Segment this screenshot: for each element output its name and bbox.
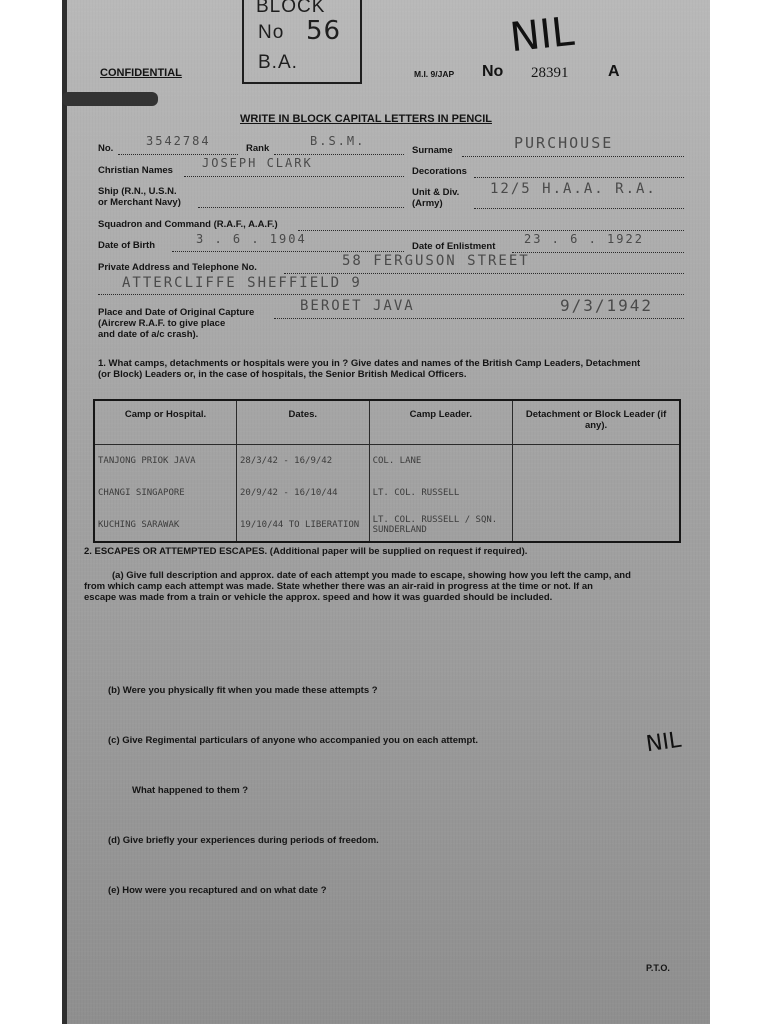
- unit-label-2: (Army): [412, 198, 443, 209]
- stamp-line-block: BLOCK: [256, 0, 326, 17]
- leader-cell: LT. COL. RUSSELL / SQN. SUNDERLAND: [369, 509, 513, 542]
- dob-label: Date of Birth: [98, 240, 155, 251]
- ship-label: Ship (R.N., U.S.N.: [98, 186, 177, 197]
- dates-cell: 20/9/42 - 16/10/44: [237, 477, 370, 509]
- christian-names-value: JOSEPH CLARK: [202, 156, 313, 170]
- enlistment-label: Date of Enlistment: [412, 241, 496, 252]
- ship-label-2: or Merchant Navy): [98, 197, 181, 208]
- address-label: Private Address and Telephone No.: [98, 262, 257, 273]
- capture-label-2: (Aircrew R.A.F. to give place: [98, 318, 226, 329]
- stamp-number: 56: [306, 16, 342, 46]
- squadron-label: Squadron and Command (R.A.F., A.A.F.): [98, 219, 278, 230]
- col-detachment-leader: Detachment or Block Leader (if any).: [513, 400, 680, 445]
- section2c: (c) Give Regimental particulars of anyone who accompanied you on each attempt.: [108, 735, 479, 746]
- section2c-followup: What happened to them ?: [132, 785, 249, 796]
- enlistment-value: 23 . 6 . 1922: [524, 232, 644, 246]
- form-suffix: A: [608, 63, 620, 80]
- surname-value: PURCHOUSE: [514, 134, 614, 152]
- decorations-label: Decorations: [412, 166, 467, 177]
- capture-label-3: and date of a/c crash).: [98, 329, 199, 340]
- detachment-cell: [513, 509, 680, 542]
- leader-cell: LT. COL. RUSSELL: [369, 477, 513, 509]
- block-stamp: [242, 0, 362, 84]
- instruction-heading: WRITE IN BLOCK CAPITAL LETTERS IN PENCIL: [240, 113, 492, 125]
- camp-cell: CHANGI SINGAPORE: [94, 477, 237, 509]
- section1-line1: 1. What camps, detachments or hospitals were you in ? Give dates and names of the British Camp Leaders, Detachment: [98, 358, 641, 369]
- section2-heading: 2. ESCAPES OR ATTEMPTED ESCAPES. (Additional paper will be supplied on request if required).: [84, 546, 528, 557]
- nil-mark-side: NIL: [644, 727, 683, 758]
- binder-clip: [62, 92, 158, 106]
- section1-line2: (or Block) Leaders or, in the case of hospitals, the Senior British Medical Officers.: [98, 369, 467, 380]
- form-reference: M.I. 9/JAP: [414, 69, 455, 79]
- section2e: (e) How were you recaptured and on what date ?: [108, 885, 327, 896]
- service-number-value: 3542784: [146, 134, 211, 148]
- form-sheet: [62, 0, 710, 1024]
- unit-label: Unit & Div.: [412, 187, 460, 198]
- section2b: (b) Were you physically fit when you made these attempts ?: [108, 685, 378, 696]
- detachment-cell: [513, 477, 680, 509]
- leader-cell: COL. LANE: [369, 445, 513, 478]
- camp-table: [93, 399, 681, 543]
- rank-value: B.S.M.: [310, 134, 366, 148]
- surname-label: Surname: [412, 145, 453, 156]
- classification-label: CONFIDENTIAL: [100, 67, 182, 79]
- dates-cell: 28/3/42 - 16/9/42: [237, 445, 370, 478]
- col-dates: Dates.: [237, 400, 370, 445]
- table-row: [94, 445, 680, 478]
- capture-label: Place and Date of Original Capture: [98, 307, 255, 318]
- section2d: (d) Give briefly your experiences during periods of freedom.: [108, 835, 379, 846]
- table-row: [94, 477, 680, 509]
- table-row: [94, 509, 680, 542]
- col-camp-leader: Camp Leader.: [369, 400, 513, 445]
- address-line-2: ATTERCLIFFE SHEFFIELD 9: [122, 275, 362, 291]
- camp-cell: KUCHING SARAWAK: [94, 509, 237, 542]
- pto-label: P.T.O.: [646, 963, 670, 973]
- stamp-line-ba: B.A.: [258, 52, 298, 73]
- dates-cell: 19/10/44 TO LIBERATION: [237, 509, 370, 542]
- camp-table-header: [94, 400, 680, 445]
- col-camp: Camp or Hospital.: [94, 400, 237, 445]
- number-label: No: [482, 63, 504, 80]
- form-number: 28391: [531, 65, 569, 81]
- detachment-cell: [513, 445, 680, 478]
- section2a-line1: (a) Give full description and approx. date of each attempt you made to escape, showing how you left the camp, and: [112, 570, 631, 581]
- section2a-line3: escape was made from a train or vehicle the approx. speed and how it was guarded should be included.: [84, 592, 553, 603]
- capture-place: BEROET JAVA: [300, 298, 415, 314]
- unit-value: 12/5 H.A.A. R.A.: [490, 181, 657, 197]
- christian-names-label: Christian Names: [98, 165, 173, 176]
- camp-cell: TANJONG PRIOK JAVA: [94, 445, 237, 478]
- capture-date: 9/3/1942: [560, 296, 654, 315]
- section2a-line2: from which camp each attempt was made. State whether there was an air-raid in progress at the time or not. If an: [84, 581, 593, 592]
- nil-mark-top: NIL: [507, 8, 577, 62]
- address-line-1: 58 FERGUSON STREET: [342, 253, 530, 269]
- dob-value: 3 . 6 . 1904: [196, 232, 307, 246]
- rank-label: Rank: [246, 143, 270, 154]
- binding-edge: [62, 0, 67, 1024]
- no-label: No.: [98, 143, 114, 154]
- stamp-line-no: No: [258, 22, 285, 43]
